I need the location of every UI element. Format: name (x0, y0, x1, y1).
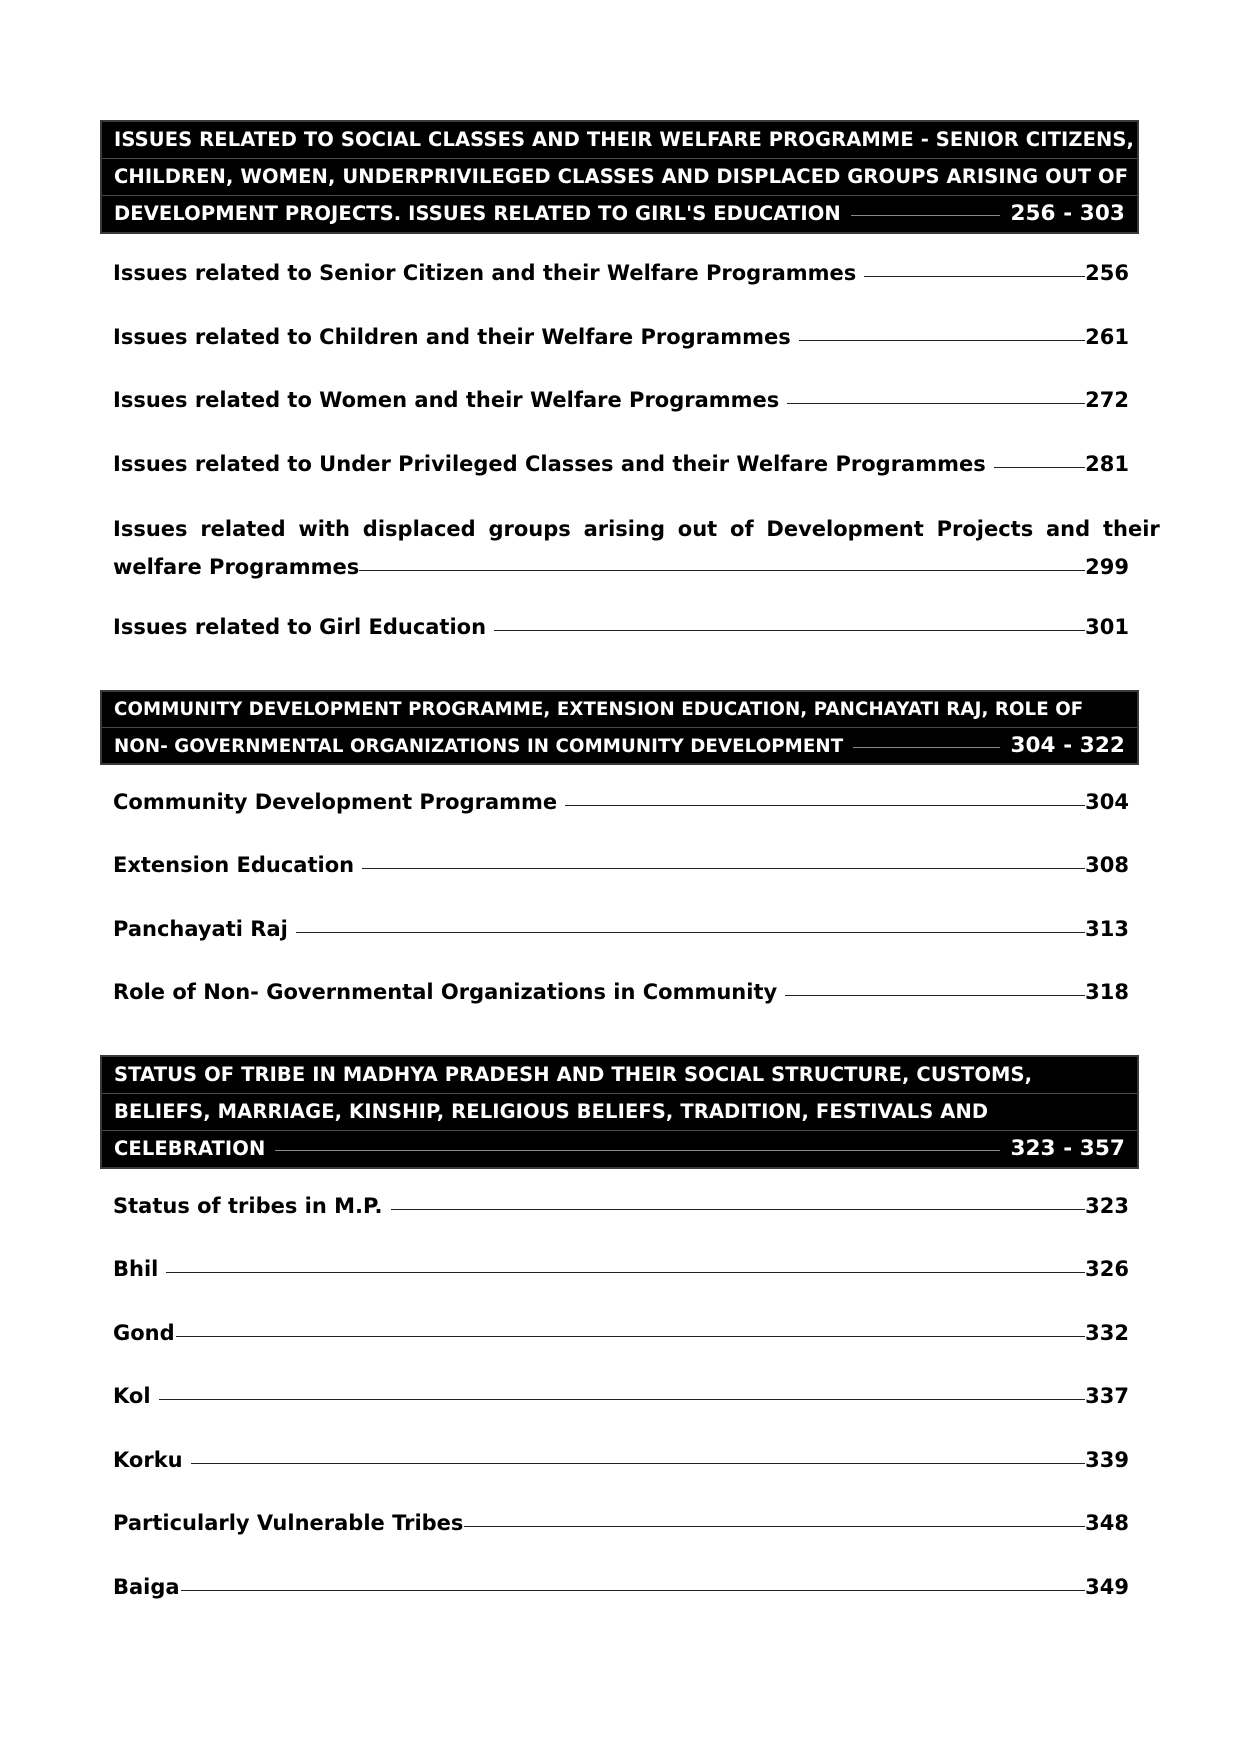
toc-entry[interactable] (113, 1175, 1129, 1239)
entry-title: Korku (113, 1447, 183, 1472)
leader-line (785, 995, 1085, 996)
section-header-line (102, 196, 1137, 232)
leader-line (851, 215, 1001, 216)
leader-line (464, 1526, 1085, 1527)
section-header-line (102, 1057, 1137, 1094)
toc-entry[interactable] (113, 369, 1129, 433)
entry-page-number: 308 (1085, 853, 1129, 877)
entry-title: Gond (113, 1320, 175, 1345)
section-header-line (102, 1094, 1137, 1131)
entry-page-number: 339 (1085, 1447, 1129, 1472)
toc-entry[interactable] (113, 433, 1129, 497)
entry-page-number: 349 (1085, 1574, 1129, 1599)
entry-page-number: 323 (1085, 1193, 1129, 1218)
section-header-line (102, 159, 1137, 196)
section-header-text: ISSUES RELATED TO SOCIAL CLASSES AND THEIR WELFARE PROGRAMME - SENIOR CITIZENS, (114, 128, 1135, 151)
entry-title: Panchayati Raj (113, 916, 288, 941)
leader-line (787, 403, 1085, 404)
leader-line (391, 1209, 1086, 1210)
toc-entry[interactable] (113, 1238, 1129, 1302)
entry-title-continued: welfare Programmes (113, 555, 360, 579)
entry-page-number: 348 (1085, 1511, 1129, 1535)
entry-title: Issues related to Senior Citizen and their Welfare Programmes (113, 261, 857, 285)
leader-line (181, 1590, 1086, 1591)
section-header-community-development[interactable] (100, 690, 1139, 765)
entry-page-number: 318 (1085, 980, 1129, 1004)
entry-page-number: 281 (1085, 451, 1129, 476)
section-header-text: CELEBRATION (114, 1136, 266, 1160)
leader-line (362, 868, 1085, 869)
section-entries (100, 765, 1139, 1025)
toc-entry[interactable] (113, 771, 1129, 835)
toc-entry[interactable] (113, 306, 1129, 370)
leader-line (565, 805, 1085, 806)
entry-page-number: 326 (1085, 1257, 1129, 1281)
leader-line (799, 340, 1085, 341)
entry-title: Extension Education (113, 853, 355, 877)
leader-line (994, 467, 1085, 468)
entry-page-number: 337 (1085, 1384, 1129, 1408)
section-header-text: NON- GOVERNMENTAL ORGANIZATIONS IN COMMUNITY DEVELOPMENT (114, 735, 844, 757)
entry-page-number: 332 (1085, 1320, 1129, 1345)
section-header-line (102, 1131, 1137, 1167)
section-header-line (102, 122, 1137, 159)
entry-title: Community Development Programme (113, 789, 558, 814)
leader-line (191, 1463, 1086, 1464)
toc-entry[interactable] (113, 834, 1129, 898)
entry-title: Role of Non- Governmental Organizations in Community (113, 980, 778, 1004)
toc-entry[interactable] (113, 961, 1129, 1025)
entry-page-number: 256 (1085, 261, 1129, 285)
entry-page-number: 313 (1085, 916, 1129, 941)
toc-entry[interactable] (113, 496, 1160, 596)
toc-entry[interactable] (113, 1556, 1129, 1620)
toc-entry[interactable] (113, 1365, 1129, 1429)
entry-page-number: 299 (1085, 555, 1129, 579)
section-header-line (102, 728, 1137, 763)
leader-line (159, 1399, 1086, 1400)
leader-line (176, 1336, 1086, 1337)
entry-page-number: 261 (1085, 324, 1129, 349)
section-page-range: 323 - 357 (1010, 1135, 1125, 1161)
leader-line (296, 932, 1085, 933)
section-header-text: BELIEFS, MARRIAGE, KINSHIP, RELIGIOUS BELIEFS, TRADITION, FESTIVALS AND (114, 1099, 989, 1123)
entry-title: Issues related to Under Privileged Classes and their Welfare Programmes (113, 451, 986, 476)
entry-title: Kol (113, 1384, 151, 1408)
toc-entry[interactable] (113, 242, 1129, 306)
toc-entry[interactable] (113, 898, 1129, 962)
leader-line (275, 1150, 1000, 1151)
leader-line (494, 630, 1085, 631)
leader-line (853, 747, 1000, 748)
entry-title: Issues related to Children and their Welfare Programmes (113, 324, 791, 349)
entry-page-number: 272 (1085, 388, 1129, 412)
toc-entry[interactable] (113, 1429, 1129, 1493)
section-header-line (102, 692, 1137, 728)
entry-title: Status of tribes in M.P. (113, 1193, 383, 1218)
entry-title: Particularly Vulnerable Tribes (113, 1511, 464, 1535)
section-header-tribes-madhya-pradesh[interactable] (100, 1055, 1139, 1169)
toc-entry[interactable] (113, 1492, 1129, 1556)
section-header-text: DEVELOPMENT PROJECTS. ISSUES RELATED TO GIRL'S EDUCATION (114, 202, 841, 225)
entry-title: Baiga (113, 1574, 180, 1599)
entry-title: Issues related with displaced groups arising out of Development Projects and their (113, 517, 1160, 541)
section-header-social-classes[interactable] (100, 120, 1139, 234)
table-of-contents (100, 120, 1160, 1619)
section-entries (100, 1169, 1139, 1620)
entry-title: Bhil (113, 1257, 159, 1281)
entry-page-number: 301 (1085, 615, 1129, 639)
section-header-text: COMMUNITY DEVELOPMENT PROGRAMME, EXTENSION EDUCATION, PANCHAYATI RAJ, ROLE OF (114, 698, 1084, 720)
section-page-range: 304 - 322 (1010, 732, 1125, 758)
toc-entry[interactable] (113, 596, 1129, 660)
leader-line (166, 1272, 1085, 1273)
section-header-text: STATUS OF TRIBE IN MADHYA PRADESH AND THEIR SOCIAL STRUCTURE, CUSTOMS, (114, 1062, 1033, 1086)
entry-title: Issues related to Women and their Welfare Programmes (113, 388, 780, 412)
leader-line (864, 276, 1085, 277)
section-header-text: CHILDREN, WOMEN, UNDERPRIVILEGED CLASSES AND DISPLACED GROUPS ARISING OUT OF (114, 165, 1129, 188)
toc-entry[interactable] (113, 1302, 1129, 1366)
section-page-range: 256 - 303 (1010, 201, 1125, 226)
leader-line (359, 570, 1085, 571)
section-entries (100, 234, 1160, 660)
entry-page-number: 304 (1085, 789, 1129, 814)
entry-title: Issues related to Girl Education (113, 615, 487, 639)
